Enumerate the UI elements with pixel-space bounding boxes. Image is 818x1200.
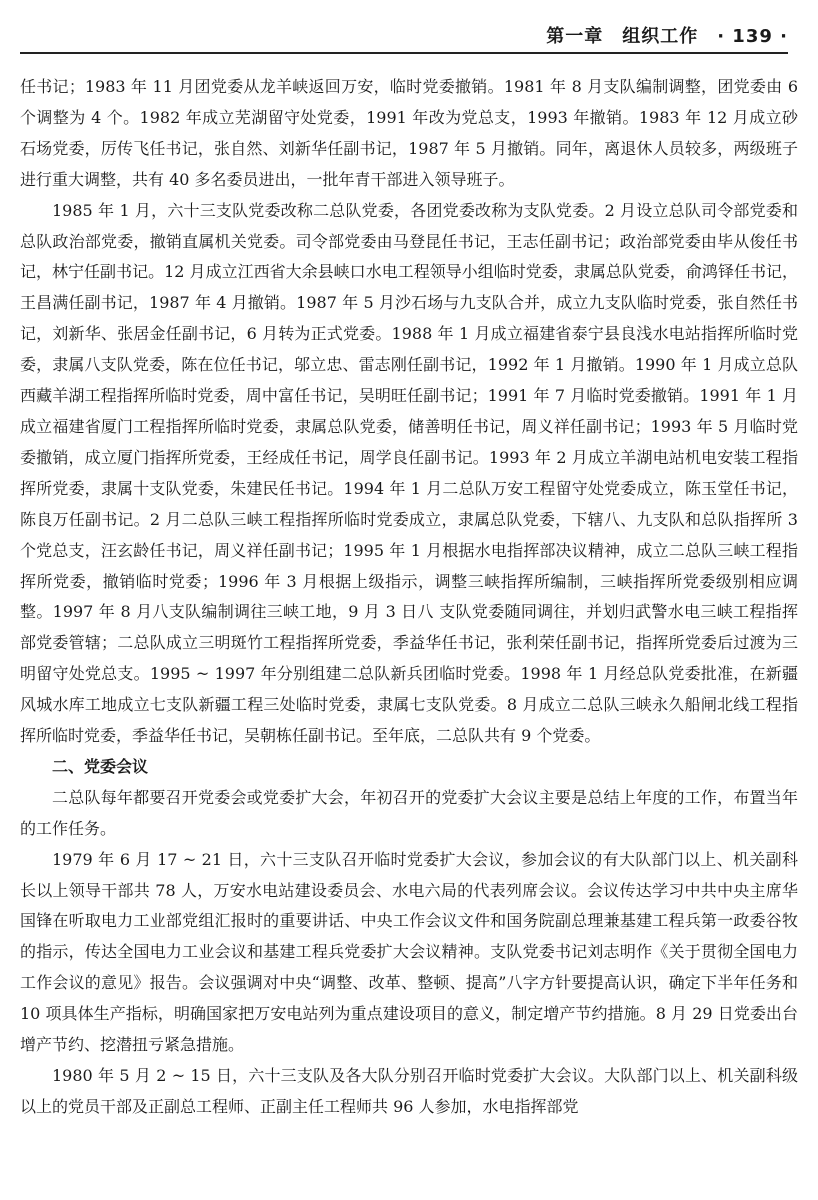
running-header xyxy=(20,18,788,54)
paragraph: 1980 年 5 月 2 ~ 15 日，六十三支队及各大队分别召开临时党委扩大会议。大队部门以上、机关副科级以上的党员干部及正副总工程师、正副主任工程师共 96 人参加，水电指挥部党 xyxy=(20,1066,798,1116)
paragraph-continued: 任书记；1983 年 11 月团党委从龙羊峡返回万安，临时党委撤销。1981 年 8 月支队编制调整，团党委由 6 个调整为 4 个。1982 年成立芜湖留守处党委，1991 年改为党总支，1993 年撤销。1983 年 12 月成立砂石场党委，厉传飞任书记，张自然、刘新华任副书记，1987 年 5 月撤销。同年，离退休人员较多，两级班子进行重大调整，共有 40 多名委员进出，一批年青干部进入领导班子。 xyxy=(20,77,798,189)
body-text xyxy=(20,72,798,1123)
header-title: 第一章 组织工作 · 139 · xyxy=(546,26,788,47)
paragraph: 1985 年 1 月，六十三支队党委改称二总队党委，各团党委改称为支队党委。2 月设立总队司令部党委和总队政治部党委，撤销直属机关党委。司令部党委由马登昆任书记，王志任副书记；政治部党委由毕从俊任书记，林宁任副书记。12 月成立江西省大余县峡口水电工程领导小组临时党委，隶属总队党委，俞鸿铎任书记，王昌满任副书记，1987 年 4 月撤销。1987 年 5 月沙石场与九支队合并，成立九支队临时党委，张自然任书记，刘新华、张居金任副书记，6 月转为正式党委。1988 年 1 月成立福建省泰宁县良浅水电站指挥所临时党委，隶属八支队党委，陈在位任书记，邬立忠、雷志刚任副书记，1992 年 1 月撤销。1990 年 1 月成立总队西藏羊湖工程指挥所临时党委，周中富任书记，吴明旺任副书记；1991 年 7 月临时党委撤销。1991 年 1 月成立福建省厦门工程指挥所临时党委，隶属总队党委，储善明任书记，周义祥任副书记；1993 年 5 月临时党委撤销，成立厦门指挥所党委，王经成任书记，周学良任副书记。1993 年 2 月成立羊湖电站机电安装工程指挥所党委，隶属十支队党委，朱建民任书记。1994 年 1 月二总队万安工程留守处党委成立，陈玉堂任书记，陈良万任副书记。2 月二总队三峡工程指挥所临时党委成立，隶属总队党委，下辖八、九支队和总队指挥所 3 个党总支，汪玄龄任书记，周义祥任副书记；1995 年 1 月根据水电指挥部决议精神，成立二总队三峡工程指挥所党委，撤销临时党委；1996 年 3 月根据上级指示，调整三峡指挥所编制，三峡指挥所党委级别相应调整。1997 年 8 月八支队编制调往三峡工地，9 月 3 日八 支队党委随同调往，并划归武警水电三峡工程指挥部党委管辖；二总队成立三明斑竹工程指挥所党委，季益华任书记，张利荣任副书记，指挥所党委后过渡为三明留守处党总支。1995 ~ 1997 年分别组建二总队新兵团临时党委。1998 年 1 月经总队党委批准，在新疆风城水库工地成立七支队新疆工程三处临时党委，隶属七支队党委。8 月成立二总队三峡永久船闸北线工程指挥所临时党委，季益华任书记，吴朝栋任副书记。至年底，二总队共有 9 个党委。 xyxy=(20,200,798,746)
paragraph: 二总队每年都要召开党委会或党委扩大会，年初召开的党委扩大会议主要是总结上年度的工作，布置当年的工作任务。 xyxy=(20,787,798,838)
paragraph: 1979 年 6 月 17 ~ 21 日，六十三支队召开临时党委扩大会议，参加会议的有大队部门以上、机关副科长以上领导干部共 78 人，万安水电站建设委员会、水电六局的代表列席会议。会议传达学习中共中央主席华国锋在听取电力工业部党组汇报时的重要讲话、中央工作会议文件和国务院副总理兼基建工程兵第一政委谷牧的指示，传达全国电力工业会议和基建工程兵党委扩大会议精神。支队党委书记刘志明作《关于贯彻全国电力工作会议的意见》报告。会议强调对中央“调整、改革、整顿、提高”八字方针要提高认识，确定下半年任务和 10 项具体生产指标，明确国家把万安电站列为重点建设项目的意义，制定增产节约措施。8 月 29 日党委出台增产节约、挖潜扭亏紧急措施。 xyxy=(20,849,798,1055)
section-heading: 二、党委会议 xyxy=(52,756,149,776)
